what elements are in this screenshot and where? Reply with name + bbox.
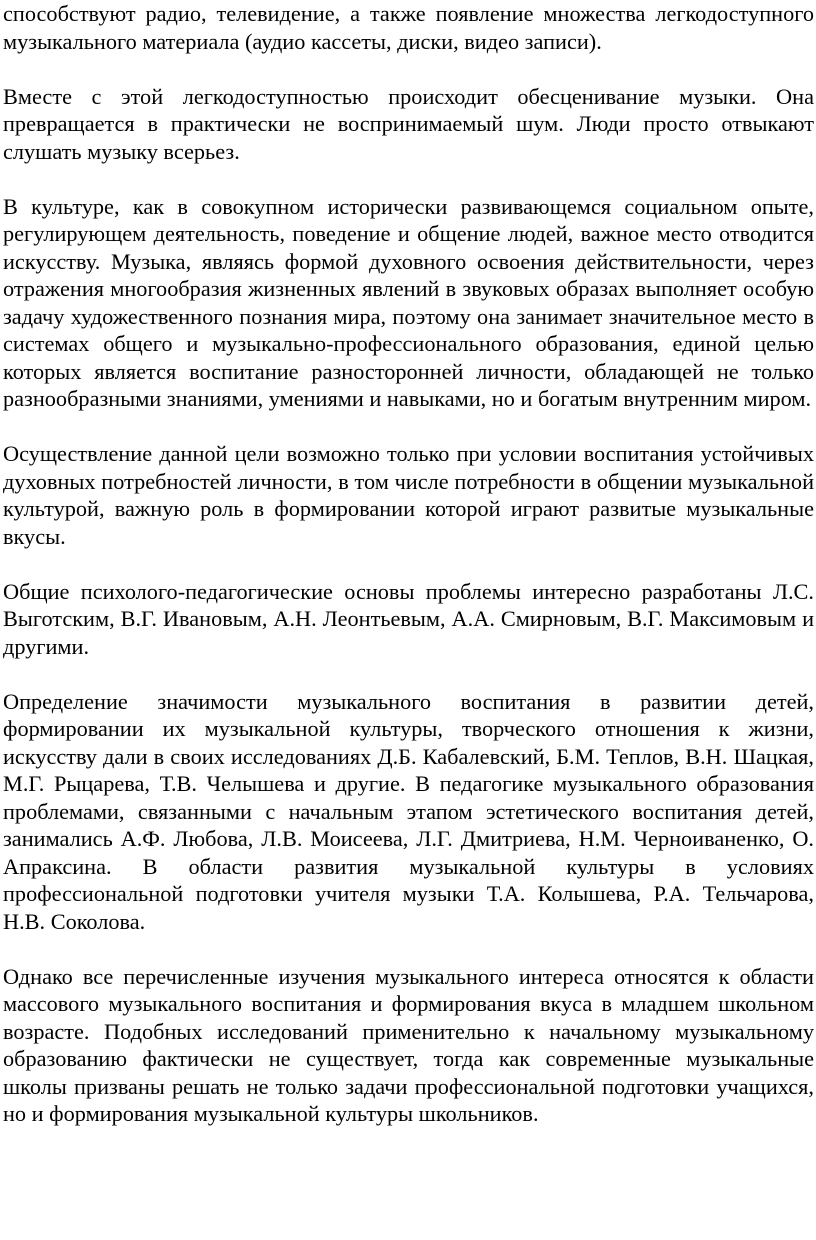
paragraph-6: Определение значимости музыкального воспитания в развитии детей, формировании их музыкальной культуры, творческого отношения к жизни, искусству дали в своих исследованиях Д.Б. Кабалевский, Б.М. Теплов, В.Н. Шацкая, М.Г. Рыцарева, Т.В. Челышева и другие. В педагогике музыкального образования проблемами, связанными с начальным этапом эстетического воспитания детей, занимались А.Ф. Любова, Л.В. Моисеева, Л.Г. Дмитриева, Н.М. Черноиваненко, О. Апраксина. В области развития музыкальной культуры в условиях профессиональной подготовки учителя музыки Т.А. Колышева, Р.А. Тельчарова, Н.В. Соколова. [3, 688, 814, 934]
paragraph-2: Вместе с этой легкодоступностью происходит обесценивание музыки. Она превращается в практически не воспринимаемый шум. Люди просто отвыкают слушать музыку всерьез. [3, 83, 814, 164]
paragraph-gap [3, 55, 814, 83]
paragraph-gap [3, 165, 814, 193]
paragraph-gap [3, 935, 814, 963]
paragraph-gap [3, 660, 814, 688]
paragraph-gap [3, 413, 814, 441]
paragraph-4: Осуществление данной цели возможно только при условии воспитания устойчивых духовных потребностей личности, в том числе потребности в общении музыкальной культурой, важную роль в формировании которой играют развитые музыкальные вкусы. [3, 441, 814, 549]
paragraph-1: способствуют радио, телевидение, а также появление множества легкодоступного музыкального материала (аудио кассеты, диски, видео записи). [3, 1, 814, 54]
document-page [3, 0, 814, 1128]
paragraph-3: В культуре, как в совокупном исторически развивающемся социальном опыте, регулирующем деятельность, поведение и общение людей, важное место отводится искусству. Музыка, являясь формой духовного освоения действительности, через отражения многообразия жизненных явлений в звуковых образах выполняет особую задачу художественного познания мира, поэтому она занимает значительное место в системах общего и музыкально-профессионального образования, единой целью которых является воспитание разносторонней личности, обладающей не только разнообразными знаниями, умениями и навыками, но и богатым внутренним миром. [3, 193, 814, 411]
paragraph-gap [3, 550, 814, 578]
paragraph-5: Общие психолого-педагогические основы проблемы интересно разработаны Л.С. Выготским, В.Г. Ивановым, А.Н. Леонтьевым, А.А. Смирновым, В.Г. Максимовым и другими. [3, 578, 814, 659]
paragraph-7: Однако все перечисленные изучения музыкального интереса относятся к области массового музыкального воспитания и формирования вкуса в младшем школьном возрасте. Подобных исследований применительно к начальному музыкальному образованию фактически не существует, тогда как современные музыкальные школы призваны решать не только задачи профессиональной подготовки учащихся, но и формирования музыкальной культуры школьников. [3, 963, 814, 1126]
